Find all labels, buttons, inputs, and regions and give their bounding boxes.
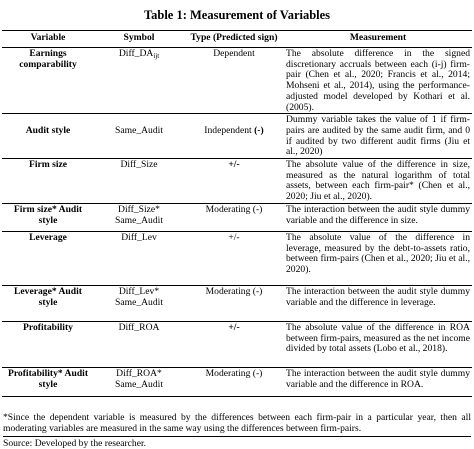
cell-symbol: Diff_Lev [94,231,184,285]
cell-variable: Audit style [2,114,94,159]
cell-measurement: The absolute value of the difference in ROA between firm-pairs, measured as the net income divided by total assets (Lobo et al., 2018). [284,321,472,367]
table-row [2,159,472,204]
table-title: Table 1: Measurement of Variables [143,8,331,22]
cell-symbol [94,203,184,231]
cell-type: Dependent [184,48,284,114]
cell-variable: Firm size* Audit style [2,203,94,231]
cell-type: +/- [184,231,284,285]
table-header-row [2,31,472,48]
cell-symbol: Same_Audit [94,114,184,159]
cell-type: +/- [184,159,284,204]
table-row [2,367,472,396]
cell-symbol [94,48,184,114]
type-sign: (-) [254,125,264,137]
cell-variable: Profitability* Audit style [2,367,94,396]
cell-measurement: The interaction between the audit style dummy variable and the difference in leverage. [284,285,472,321]
symbol-line-1: Diff_Size* [118,203,160,215]
measurement-table [2,30,472,397]
cell-symbol [94,285,184,321]
cell-measurement: The interaction between the audit style dummy variable and the difference in size. [284,203,472,231]
table-row [2,203,472,231]
table-row [2,285,472,321]
symbol-line-2: Same_Audit [115,378,163,390]
symbol-text: Diff_DA [118,48,154,59]
symbol-line-2: Same_Audit [115,214,163,226]
cell-measurement: The absolute difference in the signed discretionary accruals between each (i-j) firm-pair (Chen et al., 2020; Francis et al., 2014; Mohseni et al., 2014), using the performance-adjusted model developed by Kothari et al. (2005). [286,48,470,113]
cell-type: +/- [184,321,284,367]
symbol-line-2: Same_Audit [115,296,163,308]
cell-measurement: The interaction between the audit style dummy variable and the difference in ROA. [284,367,472,396]
cell-measurement: The absolute value of the difference in size, measured as the natural logarithm of total assets, between each firm-pair* (Chen et al., 2020; Jiu et al., 2020). [286,159,470,203]
cell-measurement: Dummy variable takes the value of 1 if firm-pairs are audited by the same audit firm, and 0 if audited by two different audit firms (Jiu et al., 2020) [286,114,470,158]
cell-variable: Earnings comparability [2,48,94,114]
table-row [2,231,472,285]
cell-symbol: Diff_ROA [94,321,184,367]
cell-type: Moderating (-) [184,367,284,396]
table-source: Source: Developed by the researcher. [3,436,471,449]
column-header-symbol: Symbol [94,31,184,48]
cell-measurement: The absolute value of the difference in leverage, measured by the debt-to-assets ratio, between firm-pairs (Chen et al., 2020; Jiu et al., 2020). [284,231,472,285]
column-header-type: Type (Predicted sign) [184,31,284,48]
table-row [2,48,472,114]
table-row [2,114,472,159]
column-header-measurement: Measurement [284,31,472,48]
cell-type: Moderating (-) [184,285,284,321]
cell-variable: Leverage [2,231,94,285]
cell-variable: Firm size [2,159,94,204]
cell-type: Moderating (-) [184,203,284,231]
cell-symbol: Diff_Size [94,159,184,204]
symbol-line-1: Diff_ROA* [116,367,162,379]
cell-variable: Leverage* Audit style [2,285,94,321]
table-footnote: *Since the dependent variable is measured by the differences between each firm-pair in a particular year, then all moderating variables are measured in the same way using the differences between firm-pairs. [3,412,471,434]
symbol-line-1: Diff_Lev* [118,285,160,297]
type-text: Independent [204,125,252,137]
column-header-variable: Variable [2,31,94,48]
cell-variable: Profitability [2,321,94,367]
table-row [2,321,472,367]
cell-symbol [94,367,184,396]
symbol-subscript: ijt [153,52,160,60]
cell-type [184,114,284,159]
